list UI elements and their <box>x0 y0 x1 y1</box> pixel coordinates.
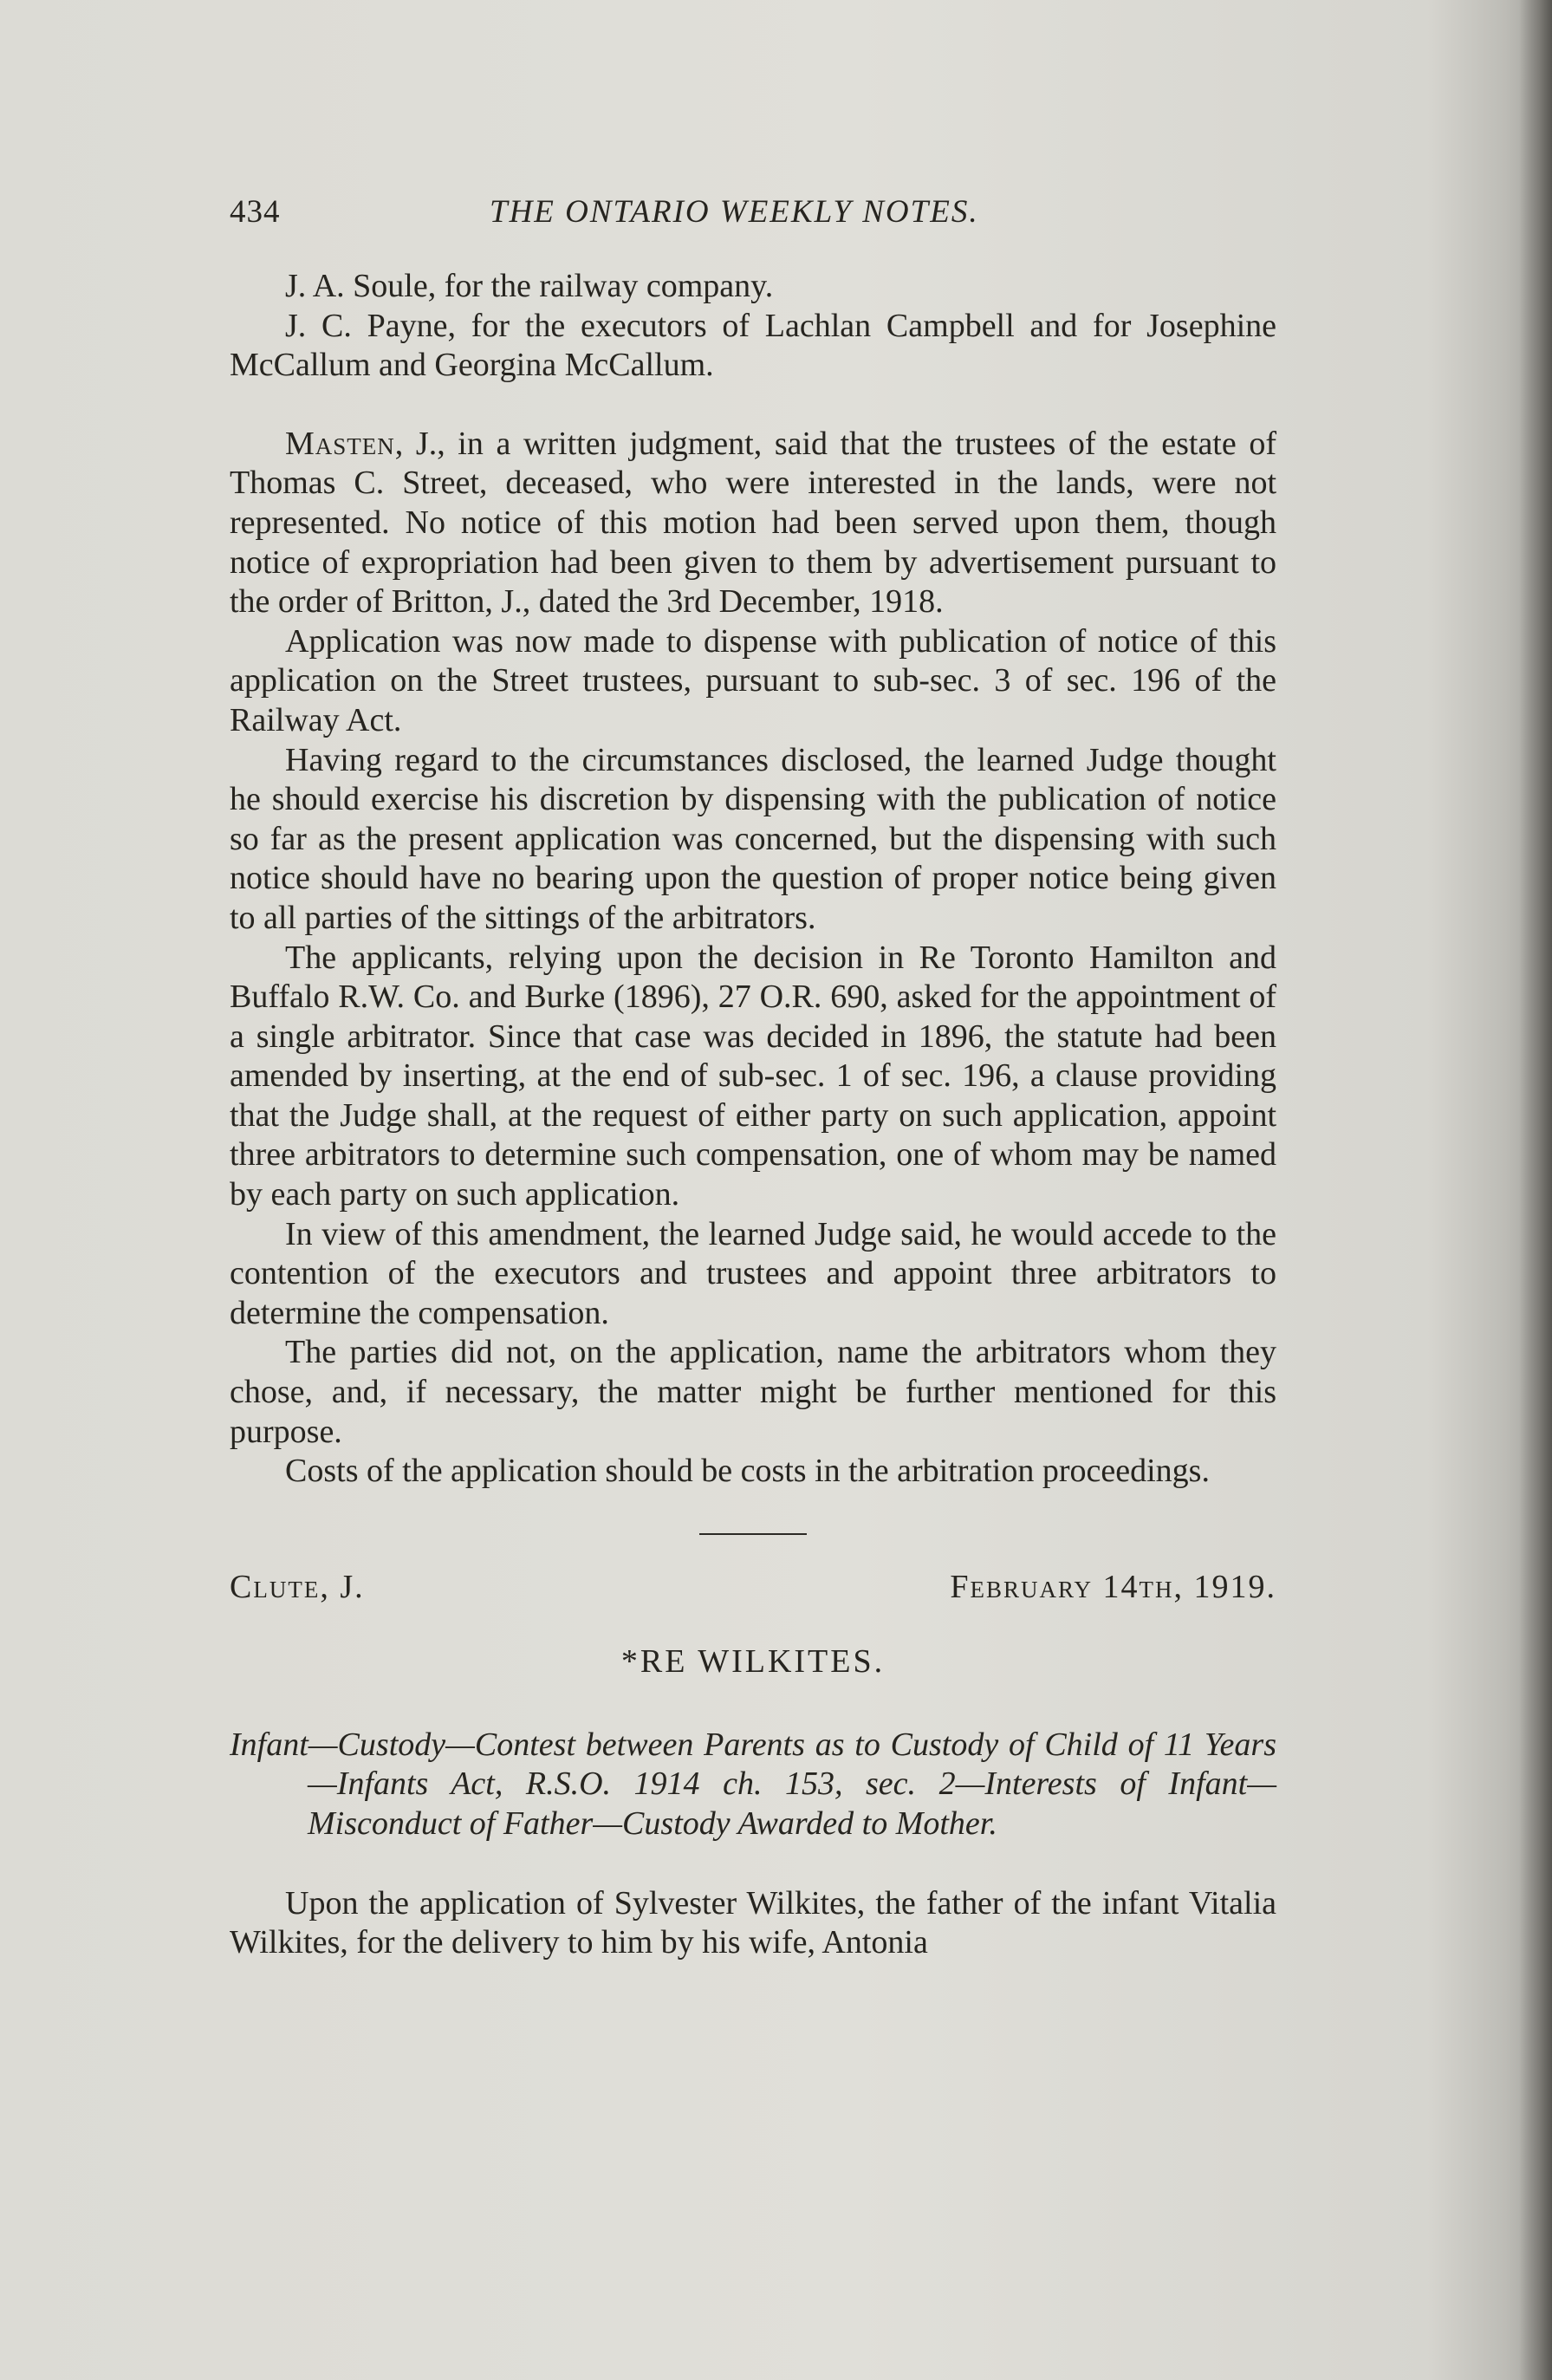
case-judge: Clute, J. <box>230 1568 365 1605</box>
running-head: THE ONTARIO WEEKLY NOTES. <box>490 194 979 230</box>
judgment-paragraph: Costs of the application should be costs in the arbitration proceedings. <box>285 1453 1210 1490</box>
case-dateline <box>230 1568 1276 1608</box>
judgment-paragraph: The parties did not, on the application, name the arbitrators whom they chose, and, if necessary, the matter might be further mentioned for this purpose. <box>230 1334 1276 1450</box>
judge-name: Masten <box>285 425 395 462</box>
judgment-paragraph: The applicants, relying upon the decision in Re Toronto Hamilton and Buffalo R.W. Co. and Burke (1896), 27 O.R. 690, asked for the appointment of a single arbitrator. Since that case was decided in 1896, the statute had been amended by inserting, at the end of sub-sec. 1 of sec. 196, a clause providing that the Judge shall, at the request of either party on such application, appoint three arbitrators to determine such compensation, one of whom may be named by each party on such application. <box>230 939 1276 1213</box>
counsel-line: J. C. Payne, for the executors of Lachlan Campbell and for Josephine McCallum and Georgina McCallum. <box>230 307 1276 384</box>
page-number: 434 <box>230 194 281 230</box>
text-block <box>230 192 1276 1963</box>
judgment-opening: , J., in a written judgment, said that the trustees of the estate of Thomas C. Street, deceased, who were interested in the lands, were not represented. No notice of this motion had been served upon them, though notice of expropriation had been given to them by advertisement pursuant to the order of Britton, J., dated the 3rd December, 1918. <box>230 425 1276 621</box>
judgment-paragraph <box>230 425 1276 622</box>
judgment-paragraph: Having regard to the circumstances disclosed, the learned Judge thought he should exercise his discretion by dispensing with the publication of notice so far as the present application was concerned, but the dispensing with such notice should have no bearing upon the question of proper notice being given to all parties of the sittings of the arbitrators. <box>230 741 1276 936</box>
case-date: February 14th, 1919. <box>950 1568 1276 1605</box>
counsel-line: J. A. Soule, for the railway company. <box>285 268 774 304</box>
judgment-paragraph: In view of this amendment, the learned Judge said, he would accede to the contention of the executors and trustees and appoint three arbitrators to determine the compensation. <box>230 1215 1276 1331</box>
section-divider <box>699 1533 807 1535</box>
case-title: *RE WILKITES. <box>620 1642 886 1680</box>
case-headnote: Infant—Custody—Contest between Parents as to Custody of Child of 11 Years—Infants Act, R.S.O. 1914 ch. 153, sec. 2—Interests of Infant—Misconduct of Father—Custody Awarded to Mother. <box>230 1726 1276 1842</box>
book-spine-shadow <box>1519 0 1552 2380</box>
page-header <box>230 192 1276 232</box>
judgment-paragraph: Application was now made to dispense with publication of notice of this application on the Street trustees, pursuant to sub-sec. 3 of sec. 196 of the Railway Act. <box>230 622 1276 738</box>
case-opening-paragraph: Upon the application of Sylvester Wilkites, the father of the infant Vitalia Wilkites, for the delivery to him by his wife, Antonia <box>230 1884 1276 1961</box>
